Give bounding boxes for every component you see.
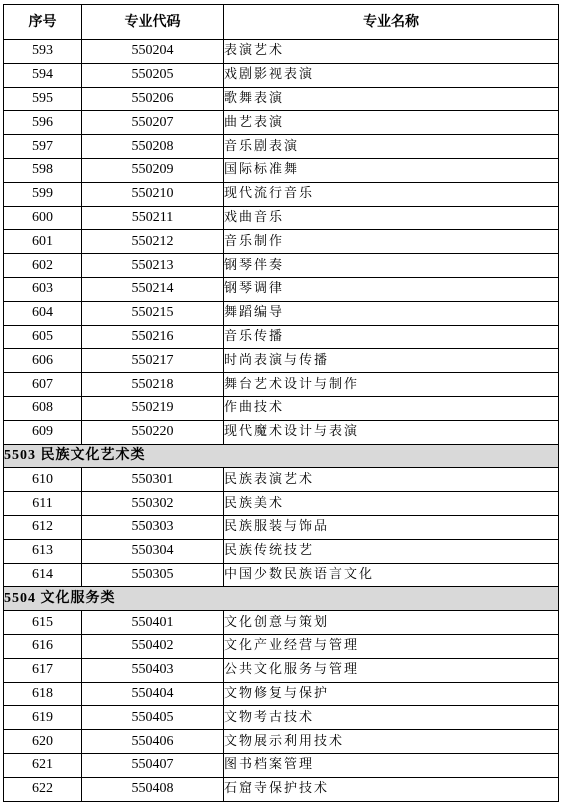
major-name-cell: 民族表演艺术: [224, 468, 559, 492]
major-code-cell: 550210: [82, 182, 224, 206]
serial-number-cell: 616: [4, 634, 82, 658]
serial-number-cell: 617: [4, 658, 82, 682]
category-row: [4, 587, 559, 611]
serial-number-cell: 614: [4, 563, 82, 587]
table-row: [4, 420, 559, 444]
table-row: [4, 777, 559, 801]
table-row: [4, 230, 559, 254]
major-name-cell: 戏剧影视表演: [224, 63, 559, 87]
major-name-cell: 曲艺表演: [224, 111, 559, 135]
serial-number-cell: 618: [4, 682, 82, 706]
table-row: [4, 611, 559, 635]
table-row: [4, 40, 559, 64]
major-code-cell: 550406: [82, 730, 224, 754]
table-row: [4, 135, 559, 159]
serial-number-cell: 609: [4, 420, 82, 444]
major-code-cell: 550208: [82, 135, 224, 159]
table-row: [4, 563, 559, 587]
major-code-cell: 550301: [82, 468, 224, 492]
major-name-cell: 音乐制作: [224, 230, 559, 254]
table-row: [4, 515, 559, 539]
major-name-cell: 现代流行音乐: [224, 182, 559, 206]
major-code-cell: 550205: [82, 63, 224, 87]
major-code-cell: 550216: [82, 325, 224, 349]
table-row: [4, 492, 559, 516]
serial-number-cell: 608: [4, 396, 82, 420]
serial-number-cell: 621: [4, 753, 82, 777]
category-label: 5504 文化服务类: [4, 587, 559, 611]
table-row: [4, 706, 559, 730]
major-name-cell: 图书档案管理: [224, 753, 559, 777]
major-code-cell: 550206: [82, 87, 224, 111]
major-name-cell: 公共文化服务与管理: [224, 658, 559, 682]
table-row: [4, 325, 559, 349]
serial-number-cell: 602: [4, 254, 82, 278]
major-code-cell: 550407: [82, 753, 224, 777]
major-code-cell: 550303: [82, 515, 224, 539]
major-name-cell: 舞台艺术设计与制作: [224, 373, 559, 397]
header-major-code: 专业代码: [82, 5, 224, 40]
serial-number-cell: 604: [4, 301, 82, 325]
table-row: [4, 206, 559, 230]
table-row: [4, 63, 559, 87]
major-name-cell: 民族服装与饰品: [224, 515, 559, 539]
major-name-cell: 作曲技术: [224, 396, 559, 420]
major-name-cell: 文化产业经营与管理: [224, 634, 559, 658]
table-row: [4, 158, 559, 182]
major-code-cell: 550304: [82, 539, 224, 563]
table-row: [4, 634, 559, 658]
serial-number-cell: 611: [4, 492, 82, 516]
table-row: [4, 373, 559, 397]
major-code-cell: 550218: [82, 373, 224, 397]
serial-number-cell: 594: [4, 63, 82, 87]
table-row: [4, 682, 559, 706]
table-row: [4, 277, 559, 301]
serial-number-cell: 606: [4, 349, 82, 373]
table-row: [4, 111, 559, 135]
serial-number-cell: 601: [4, 230, 82, 254]
major-code-cell: 550403: [82, 658, 224, 682]
category-label: 5503 民族文化艺术类: [4, 444, 559, 468]
serial-number-cell: 603: [4, 277, 82, 301]
major-name-cell: 歌舞表演: [224, 87, 559, 111]
major-name-cell: 表演艺术: [224, 40, 559, 64]
serial-number-cell: 600: [4, 206, 82, 230]
major-code-cell: 550404: [82, 682, 224, 706]
serial-number-cell: 615: [4, 611, 82, 635]
major-code-cell: 550220: [82, 420, 224, 444]
serial-number-cell: 605: [4, 325, 82, 349]
serial-number-cell: 597: [4, 135, 82, 159]
table-row: [4, 182, 559, 206]
major-code-cell: 550405: [82, 706, 224, 730]
table-row: [4, 349, 559, 373]
major-code-cell: 550219: [82, 396, 224, 420]
serial-number-cell: 595: [4, 87, 82, 111]
major-name-cell: 钢琴伴奏: [224, 254, 559, 278]
major-code-cell: 550408: [82, 777, 224, 801]
major-name-cell: 文物展示利用技术: [224, 730, 559, 754]
serial-number-cell: 612: [4, 515, 82, 539]
serial-number-cell: 610: [4, 468, 82, 492]
major-name-cell: 现代魔术设计与表演: [224, 420, 559, 444]
header-major-name: 专业名称: [224, 5, 559, 40]
major-name-cell: 音乐剧表演: [224, 135, 559, 159]
table-row: [4, 658, 559, 682]
header-row: [4, 5, 559, 40]
serial-number-cell: 622: [4, 777, 82, 801]
major-name-cell: 石窟寺保护技术: [224, 777, 559, 801]
header-serial-number: 序号: [4, 5, 82, 40]
major-name-cell: 民族传统技艺: [224, 539, 559, 563]
serial-number-cell: 596: [4, 111, 82, 135]
table-row: [4, 539, 559, 563]
major-code-cell: 550214: [82, 277, 224, 301]
major-code-cell: 550302: [82, 492, 224, 516]
category-row: [4, 444, 559, 468]
major-code-cell: 550217: [82, 349, 224, 373]
table-row: [4, 87, 559, 111]
major-name-cell: 时尚表演与传播: [224, 349, 559, 373]
table-row: [4, 396, 559, 420]
major-code-cell: 550211: [82, 206, 224, 230]
major-code-cell: 550401: [82, 611, 224, 635]
table-row: [4, 301, 559, 325]
major-code-cell: 550204: [82, 40, 224, 64]
major-code-cell: 550207: [82, 111, 224, 135]
major-code-cell: 550402: [82, 634, 224, 658]
major-code-cell: 550212: [82, 230, 224, 254]
serial-number-cell: 598: [4, 158, 82, 182]
table-body: [4, 40, 559, 802]
major-name-cell: 戏曲音乐: [224, 206, 559, 230]
table-row: [4, 254, 559, 278]
table-row: [4, 753, 559, 777]
major-name-cell: 舞蹈编导: [224, 301, 559, 325]
major-name-cell: 文物修复与保护: [224, 682, 559, 706]
table-row: [4, 468, 559, 492]
major-name-cell: 钢琴调律: [224, 277, 559, 301]
major-name-cell: 音乐传播: [224, 325, 559, 349]
major-name-cell: 文化创意与策划: [224, 611, 559, 635]
major-name-cell: 中国少数民族语言文化: [224, 563, 559, 587]
serial-number-cell: 599: [4, 182, 82, 206]
major-name-cell: 民族美术: [224, 492, 559, 516]
major-code-cell: 550305: [82, 563, 224, 587]
major-code-cell: 550209: [82, 158, 224, 182]
serial-number-cell: 620: [4, 730, 82, 754]
serial-number-cell: 607: [4, 373, 82, 397]
major-name-cell: 文物考古技术: [224, 706, 559, 730]
serial-number-cell: 613: [4, 539, 82, 563]
major-code-cell: 550215: [82, 301, 224, 325]
table-row: [4, 730, 559, 754]
serial-number-cell: 619: [4, 706, 82, 730]
major-code-cell: 550213: [82, 254, 224, 278]
major-name-cell: 国际标准舞: [224, 158, 559, 182]
serial-number-cell: 593: [4, 40, 82, 64]
major-table: [3, 4, 559, 802]
